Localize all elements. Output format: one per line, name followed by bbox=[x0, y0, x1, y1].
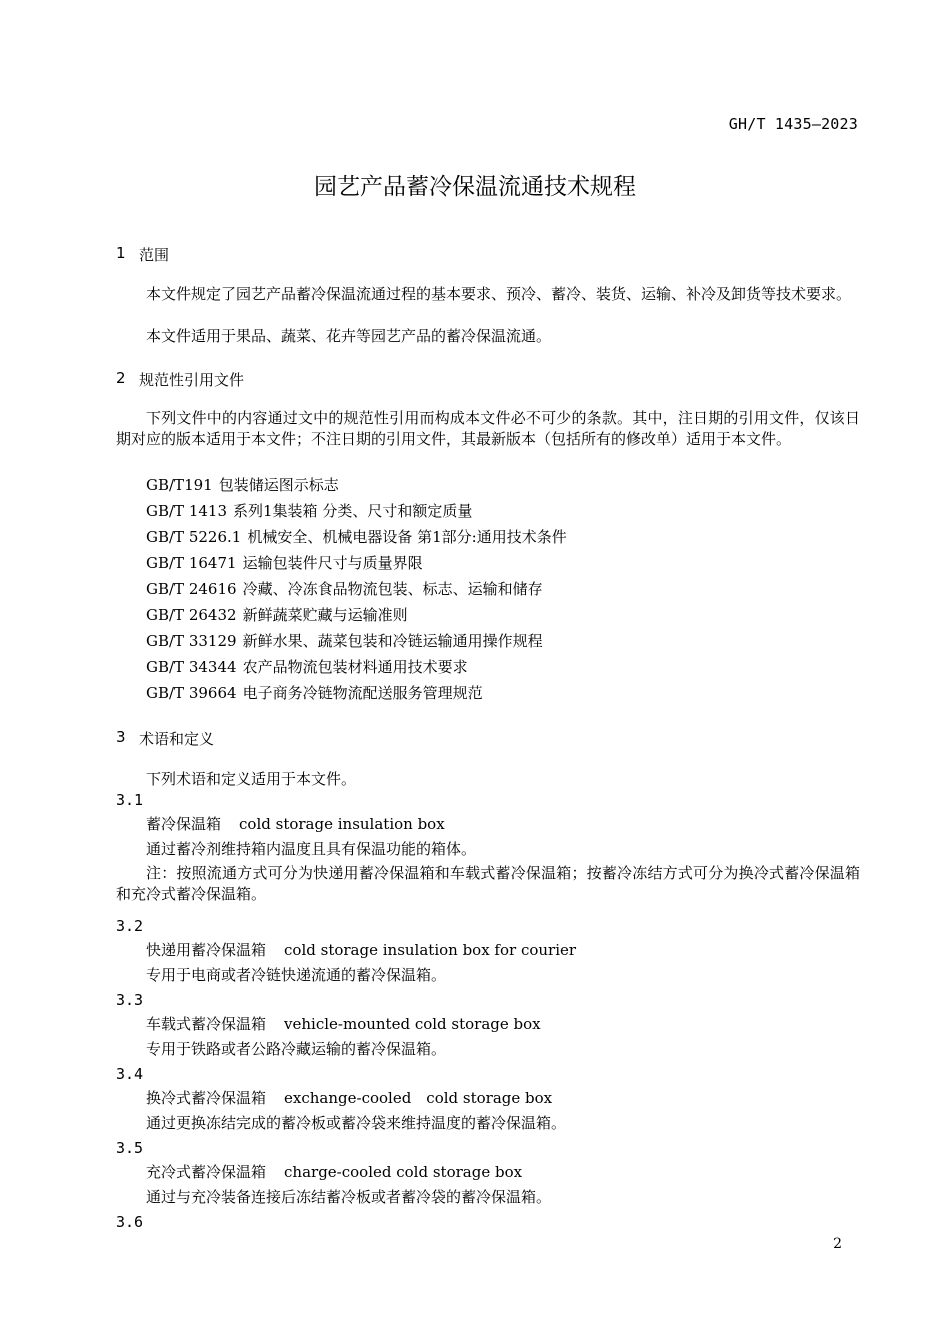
reference-title: 机械安全、机械电器设备 第1部分:通用技术条件 bbox=[247, 528, 567, 546]
term-definition: 通过更换冻结完成的蓄冷板或蓄冷袋来维持温度的蓄冷保温箱。 bbox=[146, 1114, 567, 1132]
reference-code: GB/T 1413 bbox=[146, 502, 228, 520]
term-definition: 专用于铁路或者公路冷藏运输的蓄冷保温箱。 bbox=[146, 1040, 447, 1058]
section-3-title: 术语和定义 bbox=[139, 730, 215, 748]
section-1-paragraph: 本文件规定了园艺产品蓄冷保温流通过程的基本要求、预冷、蓄冷、装货、运输、补冷及卸货等技术要求。 bbox=[146, 285, 852, 303]
section-2-intro: 下列文件中的内容通过文中的规范性引用而构成本文件必不可少的条款。其中，注日期的引用文件，仅该日期对应的版本适用于本文件；不注日期的引用文件，其最新版本（包括所有的修改单）适用于本文件。 bbox=[116, 409, 860, 448]
term-number: 3.2 bbox=[116, 917, 144, 935]
term-heading bbox=[146, 1013, 541, 1034]
page-number: 2 bbox=[833, 1236, 842, 1252]
reference-item bbox=[146, 500, 472, 521]
term-chinese: 换冷式蓄冷保温箱 bbox=[146, 1089, 267, 1107]
section-3-number: 3 bbox=[116, 728, 126, 746]
term-chinese: 快递用蓄冷保温箱 bbox=[146, 941, 267, 959]
reference-code: GB/T 39664 bbox=[146, 684, 237, 702]
reference-item bbox=[146, 526, 567, 547]
reference-item bbox=[146, 630, 543, 651]
reference-code: GB/T191 bbox=[146, 476, 213, 494]
term-english: exchange-cooled cold storage box bbox=[284, 1089, 553, 1107]
term-definition: 通过与充冷装备连接后冻结蓄冷板或者蓄冷袋的蓄冷保温箱。 bbox=[146, 1188, 552, 1206]
reference-code: GB/T 34344 bbox=[146, 658, 237, 676]
term-english: charge-cooled cold storage box bbox=[284, 1163, 523, 1181]
section-2-title: 规范性引用文件 bbox=[139, 371, 245, 389]
document-code: GH/T 1435—2023 bbox=[728, 115, 858, 133]
section-2-number: 2 bbox=[116, 369, 126, 387]
term-definition: 专用于电商或者冷链快递流通的蓄冷保温箱。 bbox=[146, 966, 447, 984]
reference-title: 新鲜蔬菜贮藏与运输准则 bbox=[242, 606, 408, 624]
term-chinese: 充冷式蓄冷保温箱 bbox=[146, 1163, 267, 1181]
reference-title: 新鲜水果、蔬菜包装和冷链运输通用操作规程 bbox=[242, 632, 543, 650]
reference-title: 冷藏、冷冻食品物流包装、标志、运输和储存 bbox=[242, 580, 543, 598]
term-heading bbox=[146, 813, 445, 834]
reference-title: 农产品物流包装材料通用技术要求 bbox=[242, 658, 468, 676]
term-english: cold storage insulation box bbox=[239, 815, 445, 833]
reference-title: 电子商务冷链物流配送服务管理规范 bbox=[242, 684, 483, 702]
term-number: 3.1 bbox=[116, 791, 144, 809]
term-heading bbox=[146, 939, 576, 960]
term-heading bbox=[146, 1087, 552, 1108]
term-chinese: 车载式蓄冷保温箱 bbox=[146, 1015, 267, 1033]
term-number: 3.5 bbox=[116, 1139, 144, 1157]
reference-item bbox=[146, 474, 339, 495]
reference-item bbox=[146, 656, 468, 677]
reference-code: GB/T 26432 bbox=[146, 606, 237, 624]
term-note: 注：按照流通方式可分为快递用蓄冷保温箱和车载式蓄冷保温箱；按蓄冷冻结方式可分为换冷式蓄冷保温箱和充冷式蓄冷保温箱。 bbox=[116, 864, 860, 903]
term-heading bbox=[146, 1161, 522, 1182]
reference-item bbox=[146, 604, 408, 625]
term-english: cold storage insulation box for courier bbox=[284, 941, 577, 959]
reference-item bbox=[146, 682, 483, 703]
reference-code: GB/T 5226.1 bbox=[146, 528, 242, 546]
section-3-intro: 下列术语和定义适用于本文件。 bbox=[146, 770, 357, 788]
term-number: 3.3 bbox=[116, 991, 144, 1009]
section-1-title: 范围 bbox=[139, 246, 170, 264]
reference-code: GB/T 24616 bbox=[146, 580, 237, 598]
term-definition: 通过蓄冷剂维持箱内温度且具有保温功能的箱体。 bbox=[146, 840, 477, 858]
reference-title: 系列1集装箱 分类、尺寸和额定质量 bbox=[233, 502, 473, 520]
reference-title: 运输包装件尺寸与质量界限 bbox=[242, 554, 423, 572]
document-title: 园艺产品蓄冷保温流通技术规程 bbox=[314, 174, 636, 200]
term-number: 3.6 bbox=[116, 1213, 144, 1231]
term-chinese: 蓄冷保温箱 bbox=[146, 815, 222, 833]
section-1-number: 1 bbox=[116, 244, 126, 262]
reference-item bbox=[146, 552, 423, 573]
reference-item bbox=[146, 578, 543, 599]
term-number: 3.4 bbox=[116, 1065, 144, 1083]
reference-code: GB/T 33129 bbox=[146, 632, 237, 650]
reference-title: 包装储运图示标志 bbox=[218, 476, 339, 494]
term-english: vehicle-mounted cold storage box bbox=[284, 1015, 541, 1033]
reference-code: GB/T 16471 bbox=[146, 554, 237, 572]
section-1-paragraph: 本文件适用于果品、蔬菜、花卉等园艺产品的蓄冷保温流通。 bbox=[146, 327, 552, 345]
